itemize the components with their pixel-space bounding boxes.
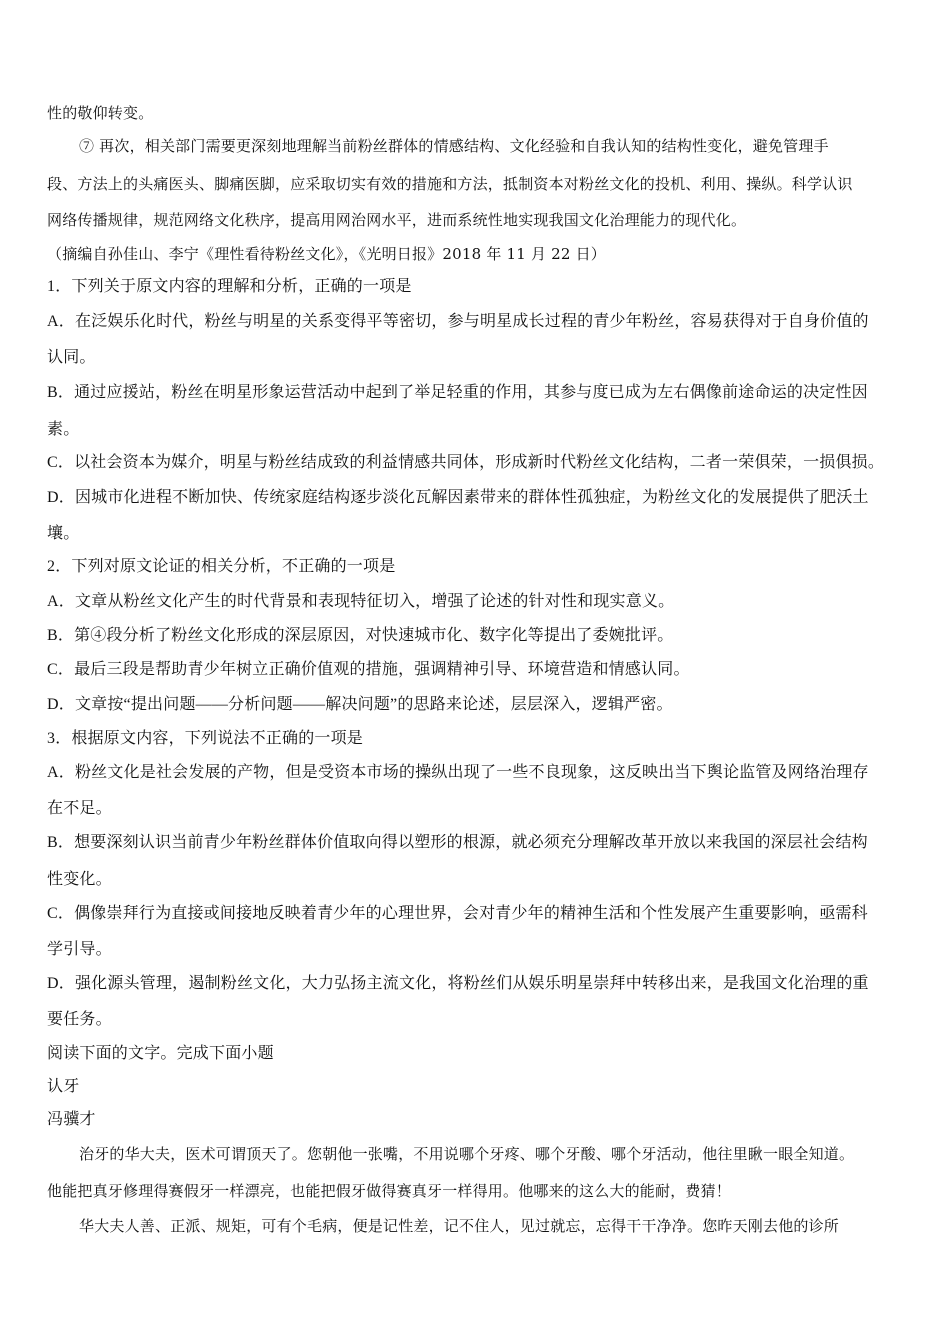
question-3-stem: 3．根据原文内容，下列说法不正确的一项是 (47, 730, 364, 747)
question-1-option-a: A．在泛娱乐化时代，粉丝与明星的关系变得平等密切，参与明星成长过程的青少年粉丝，容易获得对于自身价值的 (47, 313, 869, 330)
question-3-option-a: A．粉丝文化是社会发展的产物，但是受资本市场的操纵出现了一些不良现象，这反映出当下舆论监管及网络治理存 (47, 764, 869, 781)
question-2-stem: 2．下列对原文论证的相关分析，不正确的一项是 (47, 558, 396, 575)
question-1-option-a-cont: 认同。 (47, 349, 96, 366)
paragraph-7-line-3: 网络传播规律，规范网络文化秩序，提高用网治网水平，进而系统性地实现我国文化治理能力的现代化。 (47, 211, 747, 229)
question-1-option-b: B．通过应援站，粉丝在明星形象运营活动中起到了举足轻重的作用，其参与度已成为左右偶像前途命运的决定性因 (47, 384, 868, 401)
question-3-option-d-cont: 要任务。 (47, 1011, 112, 1028)
question-3-option-a-cont: 在不足。 (47, 800, 112, 817)
story-paragraph-1-line-2: 他能把真牙修理得赛假牙一样漂亮，也能把假牙做得赛真牙一样得用。他哪来的这么大的能耐，费猜！ (47, 1182, 732, 1200)
question-1-option-c: C．以社会资本为媒介，明星与粉丝结成致的利益情感共同体，形成新时代粉丝文化结构，二者一荣俱荣，一损俱损。 (47, 454, 885, 471)
story-title: 认牙 (47, 1078, 80, 1095)
question-3-option-b: B．想要深刻认识当前青少年粉丝群体价值取向得以塑形的根源，就必须充分理解改革开放以来我国的深层社会结构 (47, 834, 868, 851)
story-author: 冯骥才 (47, 1111, 96, 1128)
story-paragraph-1-line-1: 治牙的华大夫，医术可谓顶天了。您朝他一张嘴，不用说哪个牙疼、哪个牙酸、哪个牙活动，他往里瞅一眼全知道。 (79, 1145, 855, 1163)
question-3-option-c-cont: 学引导。 (47, 941, 112, 958)
question-1-stem: 1．下列关于原文内容的理解和分析，正确的一项是 (47, 278, 412, 295)
paragraph-7-line-1: ⑦ 再次，相关部门需要更深刻地理解当前粉丝群体的情感结构、文化经验和自我认知的结构性变化，避免管理手 (79, 137, 829, 155)
paragraph-6-tail: 性的敬仰转变。 (47, 104, 154, 122)
question-3-option-c: C．偶像崇拜行为直接或间接地反映着青少年的心理世界，会对青少年的精神生活和个性发展产生重要影响，亟需科 (47, 905, 868, 922)
question-3-option-b-cont: 性变化。 (47, 871, 112, 888)
question-1-option-d: D．因城市化进程不断加快、传统家庭结构逐步淡化瓦解因素带来的群体性孤独症，为粉丝文化的发展提供了肥沃土 (47, 489, 869, 506)
story-paragraph-2-line-1: 华大夫人善、正派、规矩，可有个毛病，便是记性差，记不住人，见过就忘，忘得干干净净。您昨天刚去他的诊所 (79, 1217, 840, 1235)
question-2-option-a: A．文章从粉丝文化产生的时代背景和表现特征切入，增强了论述的针对性和现实意义。 (47, 593, 675, 610)
question-3-option-d: D．强化源头管理，遏制粉丝文化，大力弘扬主流文化，将粉丝们从娱乐明星崇拜中转移出来，是我国文化治理的重 (47, 975, 869, 992)
paragraph-7-line-2: 段、方法上的头痛医头、脚痛医脚，应采取切实有效的措施和方法，抵制资本对粉丝文化的投机、利用、操纵。科学认识 (47, 175, 853, 193)
question-2-option-b: B．第④段分析了粉丝文化形成的深层原因，对快速城市化、数字化等提出了委婉批评。 (47, 627, 674, 644)
question-2-option-d: D．文章按“提出问题——分析问题——解决问题”的思路来论述，层层深入，逻辑严密。 (47, 696, 673, 713)
question-1-option-b-cont: 素。 (47, 421, 80, 438)
question-2-option-c: C．最后三段是帮助青少年树立正确价值观的措施，强调精神引导、环境营造和情感认同。 (47, 661, 690, 678)
reading-instruction: 阅读下面的文字。完成下面小题 (47, 1045, 274, 1062)
question-1-option-d-cont: 壤。 (47, 525, 80, 542)
source-citation: （摘编自孙佳山、李宁《理性看待粉丝文化》，《光明日报》2018 年 11 月 22 日） (47, 245, 606, 263)
